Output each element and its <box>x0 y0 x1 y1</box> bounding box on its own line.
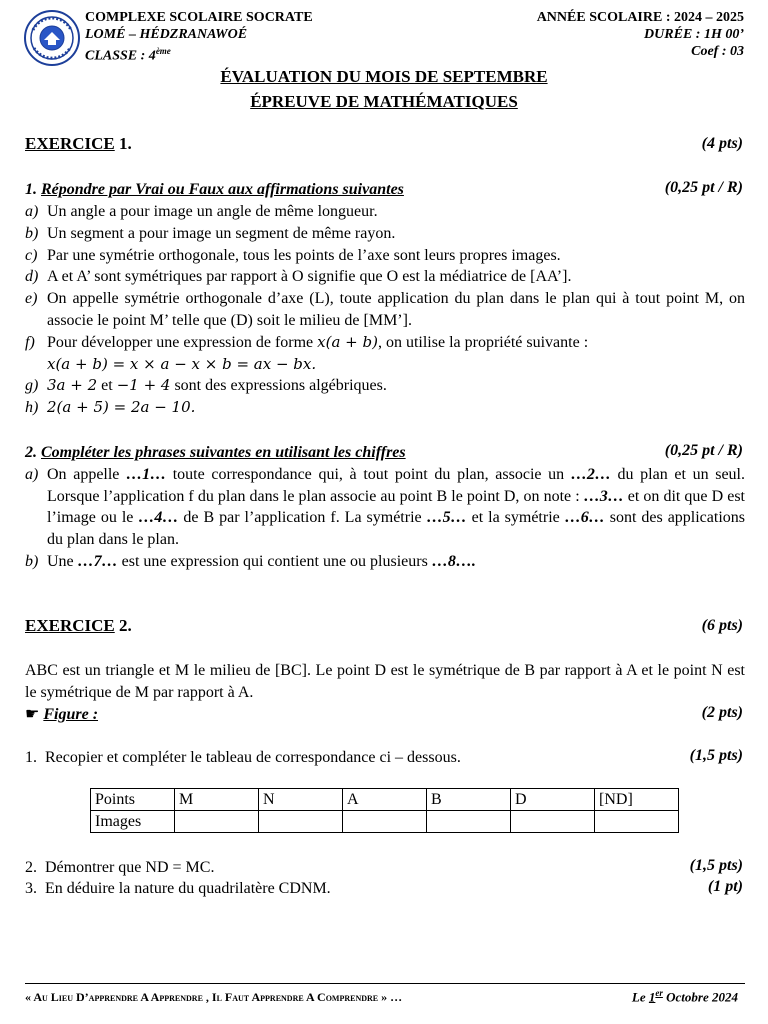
statement-h: h) 2(a + 5) = 2a − 10. <box>25 398 196 416</box>
question-1-points: (0,25 pt / R) <box>664 179 743 196</box>
statement-a: a) Un angle a pour image un angle de même longueur. <box>25 203 378 220</box>
exercise-2-question-3: 3. En déduire la nature du quadrilatère CDNM. <box>25 880 331 897</box>
school-name: COMPLEXE SCOLAIRE SOCRATE <box>85 10 313 25</box>
exercise-2-title: EXERCICE 2. <box>25 616 132 635</box>
statement-b: b) Un segment a pour image un segment de même rayon. <box>25 225 396 242</box>
correspondence-table <box>90 788 679 833</box>
school-year: ANNÉE SCOLAIRE : 2024 – 2025 <box>536 10 744 25</box>
school-city: LOMÉ – HÉDZRANAWOÉ <box>85 27 248 42</box>
exam-coefficient: Coef : 03 <box>691 44 744 59</box>
exercise-2-question-1: 1. Recopier et compléter le tableau de correspondance ci – dessous. <box>25 749 461 766</box>
statement-f: f) Pour développer une expression de forme x(a + b), on utilise la propriété suivante : x(a + b) = x × a − x × b = ax − bx. <box>25 333 589 373</box>
exercise-2-question-2-points: (1,5 pts) <box>689 857 743 874</box>
exercise-2-question-1-points: (1,5 pts) <box>689 747 743 764</box>
figure-points: (2 pts) <box>701 704 743 721</box>
table-cell: M <box>175 789 259 811</box>
footer-divider <box>25 983 745 984</box>
table-cell <box>343 811 427 833</box>
question-2-heading: 2. Compléter les phrases suivantes en utilisant les chiffres <box>25 444 406 461</box>
table-cell <box>511 811 595 833</box>
class-level: CLASSE : 4ème <box>85 46 171 64</box>
evaluation-title: ÉVALUATION DU MOIS DE SEPTEMBRE <box>220 67 548 86</box>
exam-duration: DURÉE : 1H 00’ <box>644 27 744 42</box>
exercise-2-points: (6 pts) <box>701 617 743 634</box>
fill-in-paragraph-b: b) Une …7… est une expression qui contient une ou plusieurs …8…. <box>25 553 476 570</box>
footer-date: Le 1er Octobre 2024 <box>631 988 738 1005</box>
question-1-heading: 1. Répondre par Vrai ou Faux aux affirmations suivantes <box>25 181 404 198</box>
school-logo-seal <box>24 10 80 66</box>
table-row <box>91 811 679 833</box>
table-cell: B <box>427 789 511 811</box>
statement-e: e) On appelle symétrie orthogonale d’axe (L), toute application du plan dans le plan qui à tout point M, on associe le point M’ telle que (D) soit le milieu de [MM’]. <box>25 290 745 329</box>
statement-c: c) Par une symétrie orthogonale, tous les points de l’axe sont leurs propres images. <box>25 247 561 264</box>
table-cell: D <box>511 789 595 811</box>
table-row <box>91 789 679 811</box>
table-cell <box>595 811 679 833</box>
footer-quote: « Au Lieu D’apprendre A Apprendre , Il Faut Apprendre A Comprendre » … <box>25 990 403 1004</box>
table-cell <box>427 811 511 833</box>
exercise-1-title: EXERCICE 1. <box>25 134 132 153</box>
table-cell: A <box>343 789 427 811</box>
statement-g: g) 3a + 2 et −1 + 4 sont des expressions algébriques. <box>25 376 387 394</box>
pointing-hand-icon: ☛ <box>25 706 40 723</box>
fill-in-paragraph-a: a) On appelle …1… toute correspondance qui, à tout point du plan, associe un …2… du plan et un seul. Lorsque l’application f du plan dans le plan associe au point B le point D, on note : …3… et on dit que D est l’image ou le …4… de B par l’application f. La symétrie …5… et la symétrie …6… sont des applications du plan dans le plan. <box>25 466 746 548</box>
table-cell <box>175 811 259 833</box>
exercise-1-points: (4 pts) <box>701 135 743 152</box>
table-cell: Images <box>91 811 175 833</box>
table-cell <box>259 811 343 833</box>
table-cell: Points <box>91 789 175 811</box>
exercise-2-question-2: 2. Démontrer que ND = MC. <box>25 859 215 876</box>
table-cell: [ND] <box>595 789 679 811</box>
table-cell: N <box>259 789 343 811</box>
exercise-2-question-3-points: (1 pt) <box>707 878 743 895</box>
statement-d: d) A et A’ sont symétriques par rapport à O signifie que O est la médiatrice de [AA’]. <box>25 268 572 285</box>
question-2-points: (0,25 pt / R) <box>664 442 743 459</box>
figure-heading: ☛ Figure : <box>25 706 99 723</box>
exercise-2-intro: ABC est un triangle et M le milieu de [BC]. Le point D est le symétrique de B par rapport à A et le point N est le symétrique de M par rapport à A. <box>25 662 745 701</box>
subject-title: ÉPREUVE DE MATHÉMATIQUES <box>250 92 518 111</box>
